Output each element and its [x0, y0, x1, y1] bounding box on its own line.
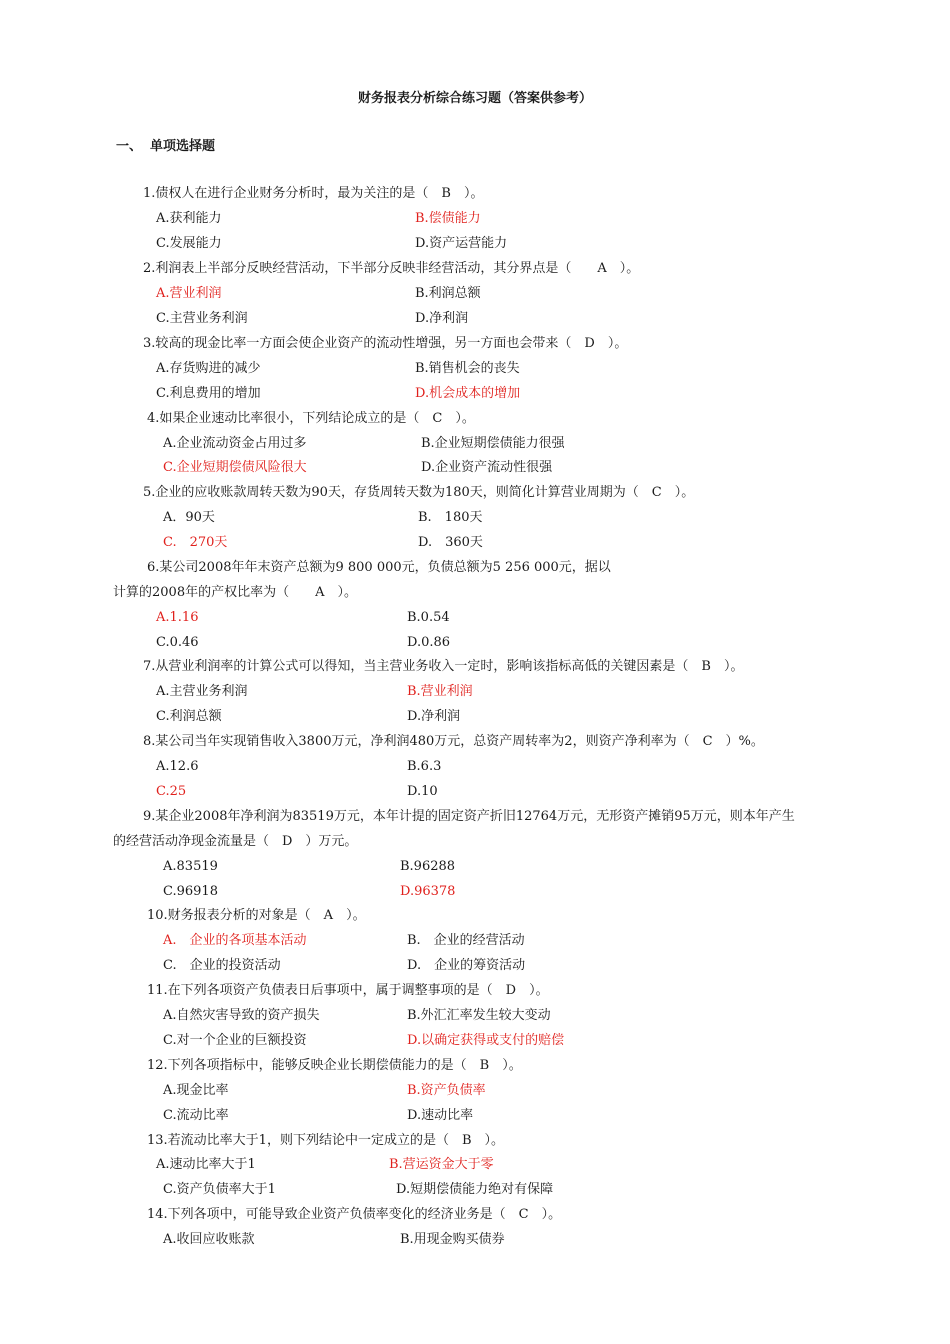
answer-option: D.0.86	[407, 635, 451, 650]
question-stem: 2.利润表上半部分反映经营活动，下半部分反映非经营活动，其分界点是（ A ）。	[143, 261, 640, 276]
question-stem: 14.下列各项中，可能导致企业资产负债率变化的经济业务是（ C ）。	[147, 1207, 562, 1222]
answer-option: A.收回应收账款	[163, 1232, 255, 1247]
answer-option: B. 180天	[418, 510, 483, 525]
question-stem: 12.下列各项指标中，能够反映企业长期偿债能力的是（ B ）。	[147, 1058, 522, 1073]
answer-option: C.发展能力	[156, 236, 222, 251]
answer-option-correct: D.机会成本的增加	[415, 386, 521, 401]
answer-option-correct: A.1.16	[156, 610, 199, 625]
answer-option: C.利息费用的增加	[156, 386, 261, 401]
answer-option-correct: C.企业短期偿债风险很大	[163, 460, 307, 475]
answer-option: B. 企业的经营活动	[407, 933, 525, 948]
question-stem: 13.若流动比率大于1，则下列结论中一定成立的是（ B ）。	[147, 1133, 504, 1148]
answer-option-correct: B.营运资金大于零	[389, 1157, 494, 1172]
question-stem: 7.从营业利润率的计算公式可以得知，当主营业务收入一定时，影响该指标高低的关键因素是（ B ）。	[143, 659, 744, 674]
question-stem: 9.某企业2008年净利润为83519万元，本年计提的固定资产折旧12764万元，无形资产摊销95万元，则本年产生	[143, 809, 795, 824]
section-label: 单项选择题	[150, 139, 216, 154]
answer-option: C.利润总额	[156, 709, 222, 724]
section-number: 一、	[116, 139, 143, 154]
question-stem: 的经营活动净现金流量是（ D ）万元。	[113, 834, 358, 849]
answer-option: B.用现金购买债券	[400, 1232, 505, 1247]
answer-option: D.企业资产流动性很强	[421, 460, 553, 475]
answer-option: C.资产负债率大于1	[163, 1182, 276, 1197]
answer-option: A.自然灾害导致的资产损失	[163, 1008, 320, 1023]
answer-option-correct: A. 企业的各项基本活动	[163, 933, 307, 948]
answer-option: D.资产运营能力	[415, 236, 508, 251]
document-title: 财务报表分析综合练习题（答案供参考）	[357, 91, 592, 106]
answer-option: C. 企业的投资活动	[163, 958, 281, 973]
answer-option: D.短期偿债能力绝对有保障	[396, 1182, 554, 1197]
answer-option: B.企业短期偿债能力很强	[421, 436, 565, 451]
answer-option-correct: B.资产负债率	[407, 1083, 486, 1098]
answer-option-correct: D.以确定获得或支付的赔偿	[407, 1033, 565, 1048]
answer-option: A.获利能力	[156, 211, 222, 226]
question-stem: 5.企业的应收账款周转天数为90天，存货周转天数为180天，则简化计算营业周期为（ C ）。	[143, 485, 695, 500]
answer-option: D. 360天	[418, 535, 483, 550]
answer-option: A.存货购进的减少	[156, 361, 261, 376]
answer-option-correct: D.96378	[400, 884, 456, 899]
answer-option: B.6.3	[407, 759, 442, 774]
answer-option: B.96288	[400, 859, 456, 874]
answer-option: B.销售机会的丧失	[415, 361, 520, 376]
question-stem: 3.较高的现金比率一方面会使企业资产的流动性增强，另一方面也会带来（ D ）。	[143, 336, 628, 351]
answer-option: D.速动比率	[407, 1108, 474, 1123]
answer-option-correct: C.25	[156, 784, 187, 799]
answer-option: A.企业流动资金占用过多	[163, 436, 307, 451]
question-stem: 计算的2008年的产权比率为（ A ）。	[113, 585, 357, 600]
section-heading	[116, 140, 215, 153]
answer-option: A．90天	[163, 510, 215, 525]
answer-option: A.主营业务利润	[156, 684, 248, 699]
answer-option-correct: C. 270天	[163, 535, 228, 550]
answer-option: D. 企业的筹资活动	[407, 958, 526, 973]
answer-option: D.净利润	[415, 311, 469, 326]
question-stem: 10.财务报表分析的对象是（ A ）。	[147, 908, 366, 923]
question-stem: 8.某公司当年实现销售收入3800万元，净利润480万元，总资产周转率为2，则资产净利率为（ C ）%。	[143, 734, 764, 749]
answer-option: A.现金比率	[163, 1083, 229, 1098]
answer-option: A.12.6	[156, 759, 199, 774]
answer-option: B.0.54	[407, 610, 450, 625]
answer-option-correct: B.营业利润	[407, 684, 473, 699]
question-stem: 6.某公司2008年年末资产总额为9 800 000元，负债总额为5 256 000元，据以	[147, 560, 611, 575]
answer-option: A.83519	[163, 859, 218, 874]
answer-option-correct: A.营业利润	[156, 286, 222, 301]
answer-option: C.对一个企业的巨额投资	[163, 1033, 307, 1048]
answer-option: A.速动比率大于1	[156, 1157, 256, 1172]
answer-option: D.10	[407, 784, 438, 799]
answer-option: D.净利润	[407, 709, 461, 724]
answer-option: B.利润总额	[415, 286, 481, 301]
answer-option: C.主营业务利润	[156, 311, 248, 326]
question-stem: 11.在下列各项资产负债表日后事项中，属于调整事项的是（ D ）。	[147, 983, 549, 998]
answer-option: C.96918	[163, 884, 218, 899]
answer-option-correct: B.偿债能力	[415, 211, 481, 226]
question-stem: 1.债权人在进行企业财务分析时，最为关注的是（ B ）。	[143, 186, 484, 201]
answer-option: C.0.46	[156, 635, 199, 650]
answer-option: B.外汇汇率发生较大变动	[407, 1008, 551, 1023]
answer-option: C.流动比率	[163, 1108, 229, 1123]
question-stem: 4.如果企业速动比率很小，下列结论成立的是（ C ）。	[147, 411, 475, 426]
